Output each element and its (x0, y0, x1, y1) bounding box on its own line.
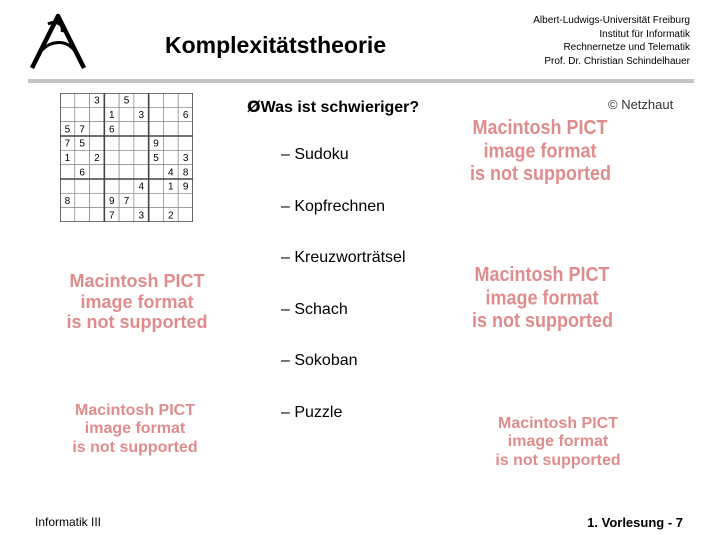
sudoku-cell (119, 107, 134, 121)
sudoku-digit: 7 (108, 210, 115, 222)
sudoku-cell (75, 179, 90, 193)
list-item: – Sokoban (281, 352, 358, 369)
sudoku-cell (75, 193, 90, 207)
placeholder-line: Macintosh PICT (474, 263, 610, 286)
sudoku-cell (119, 122, 134, 136)
sudoku-cell (119, 136, 134, 150)
placeholder-line: is not supported (66, 312, 208, 333)
sudoku-cell (119, 208, 134, 222)
sudoku-cell (75, 93, 90, 107)
sudoku-cell (90, 179, 105, 193)
sudoku-cell (90, 193, 105, 207)
question-heading (247, 97, 419, 117)
university-logo (28, 10, 88, 72)
placeholder-line: is not supported (72, 438, 198, 456)
sudoku-digit: 7 (79, 124, 85, 136)
sudoku-digit: 6 (108, 124, 115, 136)
image-placeholder (483, 415, 633, 470)
sudoku-cell (119, 165, 134, 179)
sudoku-digit: 4 (138, 181, 145, 193)
footer-course: Informatik III (35, 515, 102, 529)
list-item: – Sudoku (281, 146, 349, 163)
placeholder-line: Macintosh PICT (74, 402, 195, 419)
image-placeholder (58, 271, 216, 333)
sudoku-cell (119, 179, 134, 193)
sudoku-digit: 3 (138, 210, 145, 222)
placeholder-line: Macintosh PICT (472, 116, 608, 139)
sudoku-cell (178, 136, 193, 150)
sudoku-cell (75, 107, 90, 121)
sudoku-cell (163, 93, 178, 107)
sudoku-digit: 6 (182, 110, 189, 121)
sudoku-digit: 8 (64, 196, 71, 207)
placeholder-line: is not supported (470, 162, 611, 186)
sudoku-digit: 3 (182, 153, 189, 164)
sudoku-digit: 5 (123, 95, 130, 107)
sudoku-cell (178, 208, 193, 222)
sudoku-digit: 4 (168, 167, 174, 179)
bullet-arrow-icon: Ø (247, 97, 261, 116)
sudoku-cell (60, 93, 75, 107)
sudoku-cell (134, 122, 149, 136)
image-placeholder (472, 263, 612, 333)
placeholder-line: image format (507, 433, 609, 451)
image-placeholder (60, 402, 210, 457)
institution-line: Institut für Informatik (599, 28, 690, 40)
sudoku-cell (104, 165, 119, 179)
sudoku-cell (163, 107, 178, 121)
sudoku-cell (149, 179, 164, 193)
list-item: – Puzzle (281, 404, 343, 421)
sudoku-cell (149, 122, 164, 136)
sudoku-cell (134, 150, 149, 164)
sudoku-digit: 5 (153, 153, 159, 164)
placeholder-line: image format (84, 420, 186, 438)
sudoku-cell (104, 136, 119, 150)
sudoku-cell (163, 150, 178, 164)
sudoku-digit: 2 (168, 210, 174, 222)
sudoku-cell (75, 150, 90, 164)
sudoku-cell (178, 93, 193, 107)
sudoku-digit: 5 (79, 138, 85, 150)
sudoku-digit: 1 (108, 110, 115, 121)
sudoku-digit: 9 (108, 196, 115, 207)
placeholder-line: is not supported (495, 451, 621, 469)
sudoku-cell (149, 107, 164, 121)
sudoku-cell (149, 193, 164, 207)
sudoku-cell (60, 208, 75, 222)
sudoku-digit: 5 (64, 124, 71, 136)
sudoku-cell (134, 165, 149, 179)
sudoku-cell (134, 136, 149, 150)
sudoku-cell (75, 208, 90, 222)
sudoku-cell (163, 193, 178, 207)
sudoku-cell (60, 179, 75, 193)
sudoku-cell (104, 150, 119, 164)
placeholder-line: Macintosh PICT (497, 415, 618, 432)
sudoku-cell (134, 193, 149, 207)
institution-line: Rechnernetze und Telematik (563, 42, 690, 53)
sudoku-grid (60, 93, 193, 222)
placeholder-line: Macintosh PICT (69, 271, 205, 291)
sudoku-cell (178, 122, 193, 136)
sudoku-cell (134, 93, 149, 107)
sudoku-cell (104, 179, 119, 193)
placeholder-line: image format (483, 139, 597, 162)
list-item: – Kreuzworträtsel (281, 249, 406, 266)
list-item: – Schach (281, 301, 348, 318)
sudoku-cell (149, 165, 164, 179)
list-item: – Kopfrechnen (281, 198, 386, 215)
header-divider (28, 79, 694, 83)
sudoku-digit: 7 (123, 196, 130, 207)
slide-title: Komplexitätstheorie (165, 32, 387, 58)
sudoku-cell (90, 136, 105, 150)
sudoku-digit: 6 (79, 167, 85, 179)
placeholder-line: is not supported (472, 309, 613, 333)
sudoku-digit: 1 (64, 153, 71, 164)
sudoku-cell (90, 122, 105, 136)
sudoku-digit: 7 (64, 138, 71, 150)
sudoku-cell (60, 107, 75, 121)
institution-block (430, 14, 690, 68)
placeholder-line: image format (485, 286, 599, 309)
sudoku-cell (90, 208, 105, 222)
sudoku-cell (90, 107, 105, 121)
institution-line: Prof. Dr. Christian Schindelhauer (544, 55, 690, 67)
sudoku-digit: 9 (182, 181, 189, 193)
question-text: Was ist schwieriger? (260, 99, 420, 116)
sudoku-cell (163, 136, 178, 150)
footer-page-number: 1. Vorlesung - 7 (587, 515, 683, 530)
sudoku-digit: 1 (168, 181, 174, 193)
sudoku-digit: 3 (138, 110, 145, 121)
sudoku-cell (163, 122, 178, 136)
placeholder-line: image format (80, 291, 194, 312)
copyright-note: © Netzhaut (608, 97, 674, 112)
sudoku-cell (90, 165, 105, 179)
image-placeholder (470, 116, 610, 186)
sudoku-digit: 3 (94, 95, 100, 107)
institution-line: Albert-Ludwigs-Universität Freiburg (533, 15, 690, 26)
sudoku-digit: 8 (182, 167, 189, 179)
sudoku-cell (178, 193, 193, 207)
sudoku-cell (149, 208, 164, 222)
sudoku-cell (60, 165, 75, 179)
sudoku-cell (149, 93, 164, 107)
sudoku-cell (104, 93, 119, 107)
sudoku-digit: 2 (94, 153, 100, 164)
sudoku-cell (119, 150, 134, 164)
sudoku-digit: 9 (153, 138, 159, 150)
